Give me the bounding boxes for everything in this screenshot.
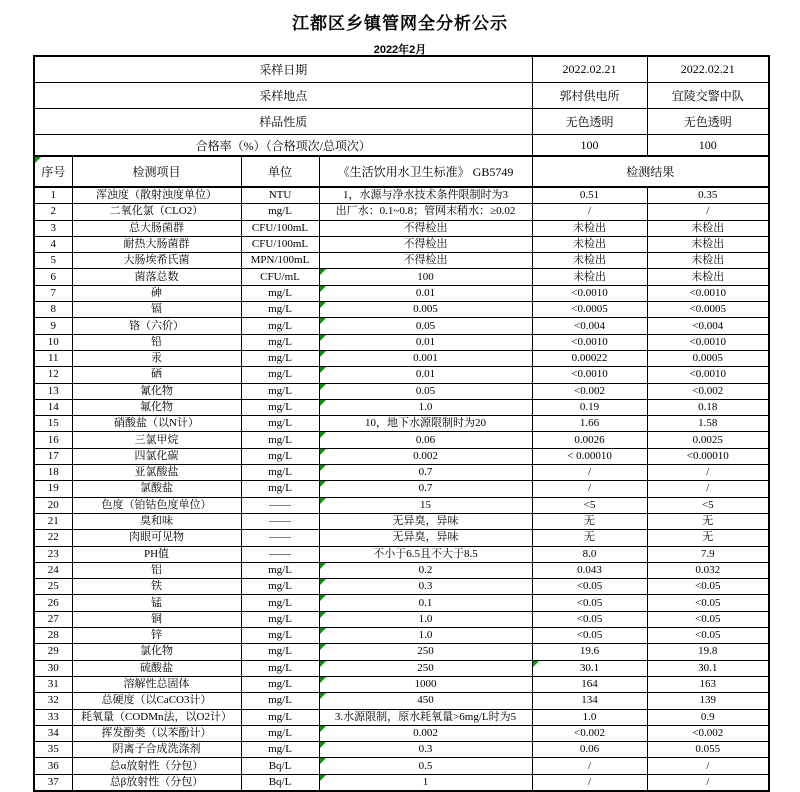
cell-standard: 10，地下水源限制时为20 <box>319 416 532 432</box>
cell-result-2: <0.0005 <box>647 302 769 318</box>
sampling-site-value-2: 宜陵交警中队 <box>647 83 769 109</box>
table-row <box>34 742 769 758</box>
table-row <box>34 399 769 415</box>
cell-item: 总β放射性（分包） <box>72 774 241 791</box>
table-row <box>34 285 769 301</box>
cell-result-1: 0.19 <box>532 399 647 415</box>
cell-result-2: 30.1 <box>647 660 769 676</box>
cell-unit: mg/L <box>241 562 319 578</box>
cell-standard: 1.0 <box>319 628 532 644</box>
cell-item: 铅 <box>72 334 241 350</box>
cell-standard: 0.7 <box>319 465 532 481</box>
cell-result-1: 0.00022 <box>532 350 647 366</box>
table-row <box>34 709 769 725</box>
cell-unit: mg/L <box>241 742 319 758</box>
table-row <box>34 220 769 236</box>
cell-item: 阴离子合成洗涤剂 <box>72 742 241 758</box>
table-row <box>34 595 769 611</box>
cell-unit: mg/L <box>241 693 319 709</box>
cell-item: 肉眼可见物 <box>72 530 241 546</box>
cell-standard: 0.002 <box>319 448 532 464</box>
pass-rate-label: 合格率（%）（合格项次/总项次） <box>34 135 532 157</box>
cell-item: 硝酸盐（以N计） <box>72 416 241 432</box>
cell-result-2: 0.35 <box>647 187 769 204</box>
cell-unit: mg/L <box>241 318 319 334</box>
cell-result-1: 1.66 <box>532 416 647 432</box>
cell-result-2: 未检出 <box>647 269 769 285</box>
cell-result-2: <0.0010 <box>647 285 769 301</box>
table-row <box>34 187 769 204</box>
cell-seq: 29 <box>34 644 72 660</box>
cell-result-2: <0.002 <box>647 725 769 741</box>
cell-item: 铬（六价） <box>72 318 241 334</box>
cell-item: 镉 <box>72 302 241 318</box>
cell-unit: mg/L <box>241 350 319 366</box>
cell-seq: 22 <box>34 530 72 546</box>
cell-result-2: <0.05 <box>647 628 769 644</box>
cell-seq: 28 <box>34 628 72 644</box>
cell-standard: 0.7 <box>319 481 532 497</box>
cell-item: PH值 <box>72 546 241 562</box>
cell-seq: 13 <box>34 383 72 399</box>
table-row <box>34 204 769 220</box>
col-header-standard: 《生活饮用水卫生标准》 GB5749 <box>319 156 532 187</box>
cell-unit: mg/L <box>241 383 319 399</box>
cell-unit: mg/L <box>241 285 319 301</box>
cell-unit: mg/L <box>241 448 319 464</box>
table-row <box>34 628 769 644</box>
cell-unit: mg/L <box>241 660 319 676</box>
cell-result-1: 未检出 <box>532 269 647 285</box>
cell-result-1: <0.0005 <box>532 302 647 318</box>
cell-result-1: <0.05 <box>532 628 647 644</box>
cell-standard: 0.06 <box>319 432 532 448</box>
cell-standard: 1000 <box>319 676 532 692</box>
cell-unit: —— <box>241 497 319 513</box>
cell-unit: mg/L <box>241 399 319 415</box>
cell-seq: 11 <box>34 350 72 366</box>
table-row <box>34 318 769 334</box>
pass-rate-row <box>34 135 769 157</box>
cell-unit: NTU <box>241 187 319 204</box>
cell-result-1: 无 <box>532 513 647 529</box>
table-row <box>34 269 769 285</box>
cell-unit: mg/L <box>241 644 319 660</box>
cell-item: 二氧化氯（CLO2） <box>72 204 241 220</box>
table-row <box>34 302 769 318</box>
table-row <box>34 579 769 595</box>
cell-result-1: 未检出 <box>532 236 647 252</box>
cell-result-1: <0.0010 <box>532 285 647 301</box>
cell-result-2: 0.18 <box>647 399 769 415</box>
cell-unit: —— <box>241 513 319 529</box>
cell-standard: 无异臭，异味 <box>319 530 532 546</box>
table-row <box>34 530 769 546</box>
cell-item: 菌落总数 <box>72 269 241 285</box>
cell-standard: 15 <box>319 497 532 513</box>
cell-item: 四氯化碳 <box>72 448 241 464</box>
cell-seq: 32 <box>34 693 72 709</box>
cell-result-1: 0.51 <box>532 187 647 204</box>
cell-standard: 0.01 <box>319 334 532 350</box>
table-row <box>34 334 769 350</box>
cell-result-2: 19.8 <box>647 644 769 660</box>
cell-seq: 6 <box>34 269 72 285</box>
table-row <box>34 383 769 399</box>
cell-result-1: 134 <box>532 693 647 709</box>
cell-result-1: <0.05 <box>532 579 647 595</box>
cell-seq: 33 <box>34 709 72 725</box>
table-row <box>34 725 769 741</box>
cell-result-1: 未检出 <box>532 253 647 269</box>
cell-result-2: 0.0025 <box>647 432 769 448</box>
cell-unit: CFU/100mL <box>241 236 319 252</box>
table-row <box>34 432 769 448</box>
cell-seq: 2 <box>34 204 72 220</box>
cell-standard: 0.005 <box>319 302 532 318</box>
cell-standard: 0.3 <box>319 579 532 595</box>
sample-property-value-2: 无色透明 <box>647 109 769 135</box>
cell-seq: 21 <box>34 513 72 529</box>
cell-seq: 7 <box>34 285 72 301</box>
cell-standard: 0.1 <box>319 595 532 611</box>
cell-standard: 100 <box>319 269 532 285</box>
cell-standard: 无异臭，异味 <box>319 513 532 529</box>
table-row <box>34 644 769 660</box>
cell-seq: 26 <box>34 595 72 611</box>
table-row <box>34 350 769 366</box>
table-row <box>34 562 769 578</box>
cell-result-2: <5 <box>647 497 769 513</box>
cell-item: 耗氧量（CODMn法，以O2计） <box>72 709 241 725</box>
cell-item: 氟化物 <box>72 399 241 415</box>
cell-result-2: / <box>647 774 769 791</box>
col-header-result: 检测结果 <box>532 156 769 187</box>
cell-result-1: / <box>532 465 647 481</box>
cell-seq: 5 <box>34 253 72 269</box>
cell-unit: mg/L <box>241 367 319 383</box>
cell-result-2: 未检出 <box>647 220 769 236</box>
cell-result-2: <0.05 <box>647 611 769 627</box>
cell-unit: —— <box>241 546 319 562</box>
cell-result-1: 19.6 <box>532 644 647 660</box>
cell-unit: mg/L <box>241 432 319 448</box>
cell-result-2: <0.05 <box>647 595 769 611</box>
cell-unit: —— <box>241 530 319 546</box>
cell-unit: mg/L <box>241 334 319 350</box>
table-row <box>34 497 769 513</box>
sample-property-value-1: 无色透明 <box>532 109 647 135</box>
cell-result-2: 0.055 <box>647 742 769 758</box>
cell-seq: 31 <box>34 676 72 692</box>
table-row <box>34 611 769 627</box>
cell-result-1: 1.0 <box>532 709 647 725</box>
cell-unit: mg/L <box>241 416 319 432</box>
cell-result-1: 164 <box>532 676 647 692</box>
cell-unit: Bq/L <box>241 758 319 774</box>
column-header-row <box>34 156 769 187</box>
cell-item: 挥发酚类（以苯酚计） <box>72 725 241 741</box>
cell-unit: mg/L <box>241 481 319 497</box>
cell-seq: 25 <box>34 579 72 595</box>
cell-seq: 35 <box>34 742 72 758</box>
cell-unit: CFU/100mL <box>241 220 319 236</box>
cell-result-1: 0.0026 <box>532 432 647 448</box>
sampling-date-label: 采样日期 <box>34 56 532 83</box>
cell-result-1: <5 <box>532 497 647 513</box>
cell-unit: MPN/100mL <box>241 253 319 269</box>
sampling-site-row <box>34 83 769 109</box>
cell-item: 汞 <box>72 350 241 366</box>
cell-seq: 12 <box>34 367 72 383</box>
cell-item: 锰 <box>72 595 241 611</box>
cell-seq: 14 <box>34 399 72 415</box>
cell-standard: 1.0 <box>319 399 532 415</box>
cell-item: 锌 <box>72 628 241 644</box>
cell-result-1: / <box>532 774 647 791</box>
sampling-site-value-1: 郭村供电所 <box>532 83 647 109</box>
cell-standard: 1.0 <box>319 611 532 627</box>
analysis-table <box>33 55 770 792</box>
cell-standard: 0.5 <box>319 758 532 774</box>
cell-item: 浑浊度（散射浊度单位） <box>72 187 241 204</box>
table-row <box>34 758 769 774</box>
cell-result-1: <0.002 <box>532 725 647 741</box>
cell-item: 砷 <box>72 285 241 301</box>
cell-result-1: <0.05 <box>532 611 647 627</box>
cell-result-2: 0.9 <box>647 709 769 725</box>
cell-seq: 4 <box>34 236 72 252</box>
cell-standard: 250 <box>319 644 532 660</box>
cell-item: 硒 <box>72 367 241 383</box>
cell-standard: 250 <box>319 660 532 676</box>
cell-seq: 3 <box>34 220 72 236</box>
table-row <box>34 546 769 562</box>
cell-result-2: <0.0010 <box>647 334 769 350</box>
cell-item: 铜 <box>72 611 241 627</box>
cell-standard: 1 <box>319 774 532 791</box>
cell-seq: 16 <box>34 432 72 448</box>
sampling-date-value-2: 2022.02.21 <box>647 56 769 83</box>
cell-item: 总α放射性（分包） <box>72 758 241 774</box>
cell-standard: 出厂水：0.1~0.8；管网末稍水：≥0.02 <box>319 204 532 220</box>
cell-result-1: <0.004 <box>532 318 647 334</box>
cell-unit: mg/L <box>241 204 319 220</box>
table-row <box>34 676 769 692</box>
cell-unit: mg/L <box>241 465 319 481</box>
cell-standard: 不得检出 <box>319 253 532 269</box>
cell-result-1: / <box>532 204 647 220</box>
cell-seq: 19 <box>34 481 72 497</box>
table-row <box>34 448 769 464</box>
cell-standard: 0.01 <box>319 367 532 383</box>
table-row <box>34 513 769 529</box>
page-title: 江都区乡镇管网全分析公示 <box>292 14 508 33</box>
cell-unit: mg/L <box>241 579 319 595</box>
cell-standard: 3.水源限制，原水耗氧量>6mg/L时为5 <box>319 709 532 725</box>
cell-seq: 27 <box>34 611 72 627</box>
cell-seq: 23 <box>34 546 72 562</box>
table-row <box>34 481 769 497</box>
cell-result-2: <0.00010 <box>647 448 769 464</box>
cell-result-2: 无 <box>647 513 769 529</box>
sample-property-row <box>34 109 769 135</box>
cell-result-1: < 0.00010 <box>532 448 647 464</box>
cell-unit: mg/L <box>241 595 319 611</box>
table-row <box>34 660 769 676</box>
cell-item: 总大肠菌群 <box>72 220 241 236</box>
cell-standard: 1，水源与净水技术条件限制时为3 <box>319 187 532 204</box>
cell-item: 氰化物 <box>72 383 241 399</box>
cell-result-1: / <box>532 758 647 774</box>
page-subtitle: 2022年2月 <box>373 44 427 56</box>
cell-result-2: 无 <box>647 530 769 546</box>
cell-unit: mg/L <box>241 709 319 725</box>
cell-standard: 0.3 <box>319 742 532 758</box>
sampling-date-value-1: 2022.02.21 <box>532 56 647 83</box>
cell-result-2: / <box>647 481 769 497</box>
cell-result-1: <0.05 <box>532 595 647 611</box>
cell-item: 氯酸盐 <box>72 481 241 497</box>
cell-result-1: <0.0010 <box>532 367 647 383</box>
cell-result-2: 0.032 <box>647 562 769 578</box>
cell-result-2: 未检出 <box>647 236 769 252</box>
cell-standard: 0.05 <box>319 383 532 399</box>
cell-result-1: 无 <box>532 530 647 546</box>
cell-seq: 10 <box>34 334 72 350</box>
cell-seq: 8 <box>34 302 72 318</box>
cell-seq: 37 <box>34 774 72 791</box>
cell-result-2: / <box>647 758 769 774</box>
pass-rate-value-2: 100 <box>647 135 769 157</box>
table-row <box>34 774 769 791</box>
cell-result-1: 0.043 <box>532 562 647 578</box>
cell-seq: 36 <box>34 758 72 774</box>
cell-item: 耐热大肠菌群 <box>72 236 241 252</box>
cell-item: 臭和味 <box>72 513 241 529</box>
cell-seq: 30 <box>34 660 72 676</box>
cell-seq: 17 <box>34 448 72 464</box>
cell-standard: 不得检出 <box>319 236 532 252</box>
cell-result-2: <0.004 <box>647 318 769 334</box>
cell-result-2: <0.05 <box>647 579 769 595</box>
cell-item: 色度（铂钴色度单位） <box>72 497 241 513</box>
cell-result-2: <0.0010 <box>647 367 769 383</box>
cell-standard: 450 <box>319 693 532 709</box>
cell-result-2: 1.58 <box>647 416 769 432</box>
table-row <box>34 367 769 383</box>
sample-property-label: 样品性质 <box>34 109 532 135</box>
cell-result-1: / <box>532 481 647 497</box>
cell-seq: 9 <box>34 318 72 334</box>
cell-unit: Bq/L <box>241 774 319 791</box>
col-header-unit: 单位 <box>241 156 319 187</box>
cell-unit: mg/L <box>241 302 319 318</box>
cell-result-2: 未检出 <box>647 253 769 269</box>
table-row <box>34 416 769 432</box>
cell-result-1: 0.06 <box>532 742 647 758</box>
cell-result-1: 30.1 <box>532 660 647 676</box>
cell-unit: mg/L <box>241 676 319 692</box>
cell-unit: mg/L <box>241 725 319 741</box>
cell-standard: 不得检出 <box>319 220 532 236</box>
table-row <box>34 693 769 709</box>
cell-item: 三氯甲烷 <box>72 432 241 448</box>
cell-seq: 18 <box>34 465 72 481</box>
table-row <box>34 236 769 252</box>
cell-result-1: 8.0 <box>532 546 647 562</box>
pass-rate-value-1: 100 <box>532 135 647 157</box>
cell-unit: mg/L <box>241 611 319 627</box>
cell-item: 大肠埃希氏菌 <box>72 253 241 269</box>
table-body-section <box>34 187 769 791</box>
table-row <box>34 253 769 269</box>
cell-result-1: <0.002 <box>532 383 647 399</box>
cell-unit: mg/L <box>241 628 319 644</box>
cell-item: 硫酸盐 <box>72 660 241 676</box>
cell-seq: 1 <box>34 187 72 204</box>
cell-item: 亚氯酸盐 <box>72 465 241 481</box>
cell-item: 氯化物 <box>72 644 241 660</box>
cell-result-2: / <box>647 465 769 481</box>
cell-item: 溶解性总固体 <box>72 676 241 692</box>
cell-standard: 0.01 <box>319 285 532 301</box>
cell-seq: 34 <box>34 725 72 741</box>
cell-standard: 0.002 <box>319 725 532 741</box>
cell-unit: CFU/mL <box>241 269 319 285</box>
cell-item: 铁 <box>72 579 241 595</box>
cell-item: 总硬度（以CaCO3计） <box>72 693 241 709</box>
cell-standard: 0.05 <box>319 318 532 334</box>
sampling-date-row <box>34 56 769 83</box>
table-header-section <box>34 56 769 187</box>
cell-result-2: 7.9 <box>647 546 769 562</box>
cell-result-1: <0.0010 <box>532 334 647 350</box>
cell-standard: 0.001 <box>319 350 532 366</box>
cell-standard: 0.2 <box>319 562 532 578</box>
cell-seq: 24 <box>34 562 72 578</box>
cell-seq: 20 <box>34 497 72 513</box>
col-header-item: 检测项目 <box>72 156 241 187</box>
cell-item: 铝 <box>72 562 241 578</box>
cell-seq: 15 <box>34 416 72 432</box>
cell-result-2: 163 <box>647 676 769 692</box>
table-row <box>34 465 769 481</box>
cell-standard: 不小于6.5且不大于8.5 <box>319 546 532 562</box>
cell-result-1: 未检出 <box>532 220 647 236</box>
sampling-site-label: 采样地点 <box>34 83 532 109</box>
col-header-seq: 序号 <box>34 156 72 187</box>
cell-result-2: <0.002 <box>647 383 769 399</box>
cell-result-2: 0.0005 <box>647 350 769 366</box>
cell-result-2: 139 <box>647 693 769 709</box>
cell-result-2: / <box>647 204 769 220</box>
